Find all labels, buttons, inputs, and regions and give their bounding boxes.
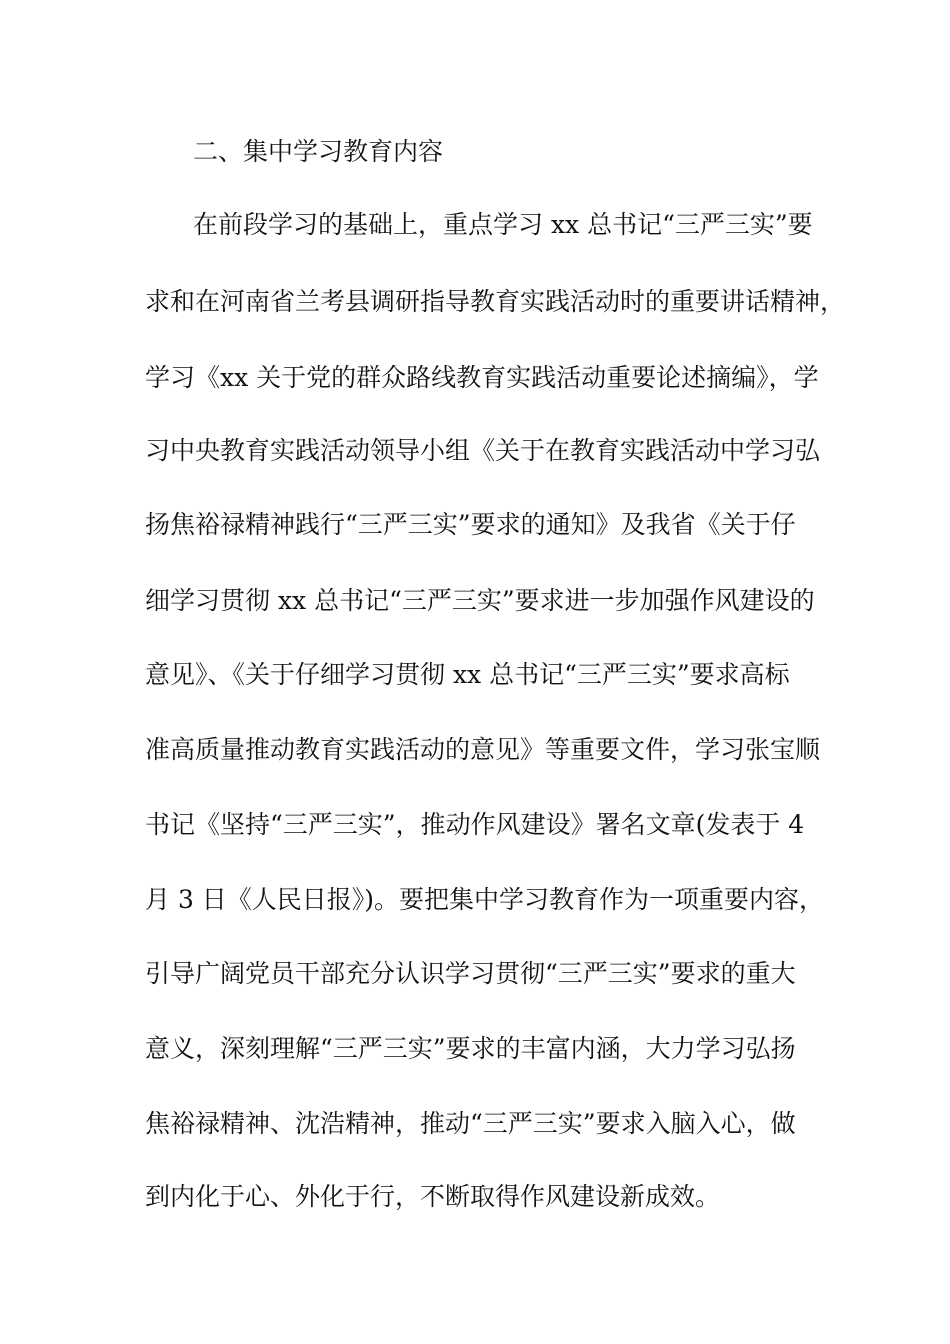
paragraph-line: 学习《xx 关于党的群众路线教育实践活动重要论述摘编》，学 xyxy=(145,363,819,392)
paragraph-line: 细学习贯彻 xx 总书记“三严三实”要求进一步加强作风建设的 xyxy=(145,586,815,615)
paragraph-line: 准高质量推动教育实践活动的意见》等重要文件，学习张宝顺 xyxy=(145,735,821,764)
section-heading: 二、集中学习教育内容 xyxy=(193,137,444,166)
paragraph-line: 月 3 日《人民日报》)。要把集中学习教育作为一项重要内容， xyxy=(145,885,825,914)
paragraph-line: 焦裕禄精神、沈浩精神，推动“三严三实”要求入脑入心，做 xyxy=(145,1109,796,1138)
paragraph-line: 习中央教育实践活动领导小组《关于在教育实践活动中学习弘 xyxy=(145,436,821,465)
paragraph-line: 到内化于心、外化于行，不断取得作风建设新成效。 xyxy=(145,1182,721,1211)
paragraph-line: 意见》、《关于仔细学习贯彻 xx 总书记“三严三实”要求高标 xyxy=(145,660,790,689)
paragraph-line: 引导广阔党员干部充分认识学习贯彻“三严三实”要求的重大 xyxy=(145,959,796,988)
paragraph-line: 在前段学习的基础上，重点学习 xx 总书记“三严三实”要 xyxy=(193,210,813,239)
paragraph-line: 意义，深刻理解“三严三实”要求的丰富内涵，大力学习弘扬 xyxy=(145,1034,796,1063)
paragraph-line: 扬焦裕禄精神践行“三严三实”要求的通知》及我省《关于仔 xyxy=(145,510,796,539)
paragraph-line: 书记《坚持“三严三实”，推动作风建设》署名文章(发表于 4 xyxy=(145,810,805,839)
paragraph-line: 求和在河南省兰考县调研指导教育实践活动时的重要讲话精神， xyxy=(145,287,846,316)
